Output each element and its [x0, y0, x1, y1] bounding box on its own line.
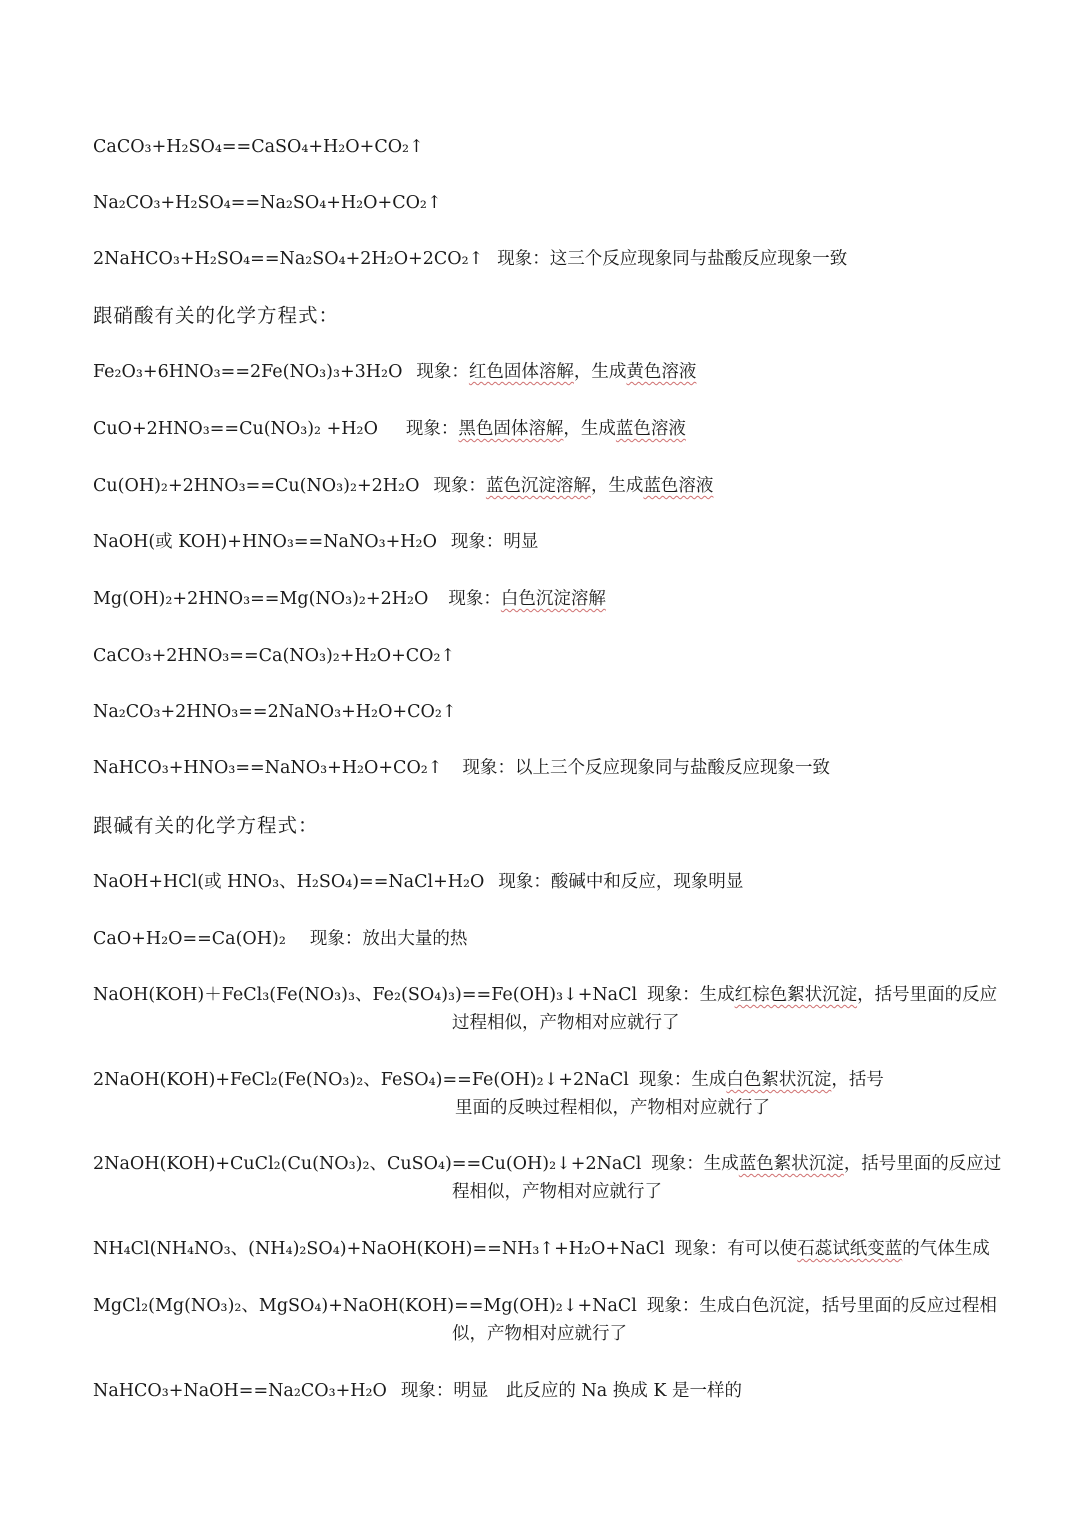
equation: 2NaHCO₃+H₂SO₄==Na₂SO₄+2H₂O+2CO₂↑: [93, 249, 484, 269]
equation-line: [93, 754, 1040, 782]
observation-highlight: 红色固体溶解: [468, 362, 574, 382]
observation-highlight: 红棕色絮状沉淀: [734, 985, 858, 1005]
observation-label: 现象：: [405, 419, 459, 439]
observation: 现象：这三个反应现象同与盐酸反应现象一致: [497, 249, 848, 269]
equation-line: [93, 925, 1040, 953]
equation-line: [93, 358, 1040, 386]
observation-text: ，括号里面的反应: [857, 985, 998, 1005]
equation-line: [93, 585, 1040, 613]
equation: Fe₂O₃+6HNO₃==2Fe(NO₃)₃+3H₂O: [93, 362, 403, 382]
equation: CaO+H₂O==Ca(OH)₂: [93, 929, 286, 949]
observation-text: ，括号: [831, 1070, 884, 1090]
equation-line: [93, 981, 1040, 1037]
equation: 2NaOH(KOH)+CuCl₂(Cu(NO₃)₂、CuSO₄)==Cu(OH)₂↓+2NaCl: [93, 1154, 642, 1174]
observation-highlight: 白色絮状沉淀: [726, 1070, 832, 1090]
observation-highlight: 黑色固体溶解: [458, 419, 564, 439]
observation-text: ，括号里面的反应过: [843, 1154, 1002, 1174]
equation-line: [93, 1066, 1040, 1122]
equation-line: [93, 1377, 1040, 1405]
observation-highlight: 蓝色絮状沉淀: [738, 1154, 844, 1174]
equation-line: [93, 698, 1040, 726]
equation: NaOH(或 KOH)+HNO₃==NaNO₃+H₂O: [93, 532, 437, 552]
observation: 现象：明显: [450, 532, 539, 552]
equation: NaHCO₃+NaOH==Na₂CO₃+H₂O: [93, 1381, 387, 1401]
equation: NaOH(KOH)＋FeCl₃(Fe(NO₃)₃、Fe₂(SO₄)₃)==Fe(OH)₃↓+NaCl: [93, 985, 638, 1005]
observation-label: 现象：: [433, 476, 486, 496]
observation-label: 现象：: [416, 362, 469, 382]
observation-highlight: 白色沉淀溶解: [500, 589, 606, 609]
equation-line: [93, 642, 1040, 670]
observation-continuation: 程相似，产物相对应就行了: [452, 1182, 662, 1202]
observation-continuation: 里面的反映过程相似，产物相对应就行了: [455, 1098, 770, 1118]
observation-label: 现象：生成: [638, 1070, 727, 1090]
equation: NaOH+HCl(或 HNO₃、H₂SO₄)==NaCl+H₂O: [93, 872, 485, 892]
equation: CaCO₃+2HNO₃==Ca(NO₃)₂+H₂O+CO₂↑: [93, 646, 456, 666]
observation-text: ，生成: [573, 362, 627, 382]
equation-line: [93, 1235, 1040, 1263]
observation-highlight: 蓝色沉淀溶解: [485, 476, 591, 496]
equation-line: [93, 415, 1040, 443]
equation-line: [93, 472, 1040, 500]
observation-highlight: 蓝色溶液: [643, 476, 714, 496]
observation: 现象：明显 此反应的 Na 换成 K 是一样的: [400, 1381, 742, 1401]
observation-label: 现象：有可以使: [674, 1239, 798, 1259]
equation-line: [93, 245, 1040, 273]
observation-label: 现象：: [448, 589, 501, 609]
equation-line: [93, 133, 1040, 161]
observation: 现象：以上三个反应现象同与盐酸反应现象一致: [462, 758, 830, 778]
observation-text: 的气体生成: [902, 1239, 990, 1259]
observation-highlight: 石蕊试纸变蓝: [797, 1239, 903, 1259]
observation-continuation: 过程相似，产物相对应就行了: [452, 1013, 680, 1033]
observation-highlight: 蓝色溶液: [615, 419, 686, 439]
equation-line: [93, 189, 1040, 217]
equation-line: [93, 528, 1040, 556]
equation: CuO+2HNO₃==Cu(NO₃)₂ +H₂O: [93, 419, 378, 439]
equation: Mg(OH)₂+2HNO₃==Mg(NO₃)₂+2H₂O: [93, 589, 429, 609]
equation: NaHCO₃+HNO₃==NaNO₃+H₂O+CO₂↑: [93, 758, 443, 778]
equation-line: [93, 868, 1040, 896]
equation: MgCl₂(Mg(NO₃)₂、MgSO₄)+NaOH(KOH)==Mg(OH)₂↓+NaCl: [93, 1296, 637, 1316]
equation: Cu(OH)₂+2HNO₃==Cu(NO₃)₂+2H₂O: [93, 476, 420, 496]
equation: Na₂CO₃+H₂SO₄==Na₂SO₄+H₂O+CO₂↑: [93, 193, 442, 213]
equation: CaCO₃+H₂SO₄==CaSO₄+H₂O+CO₂↑: [93, 137, 424, 157]
observation-text: ，生成: [590, 476, 644, 496]
observation-text: ，生成: [563, 419, 616, 439]
observation: 现象：酸碱中和反应，现象明显: [498, 872, 744, 892]
observation: 现象：放出大量的热: [309, 929, 468, 949]
equation: Na₂CO₃+2HNO₃==2NaNO₃+H₂O+CO₂↑: [93, 702, 457, 722]
section-heading-base: 跟碱有关的化学方程式：: [93, 814, 319, 837]
observation-highlight: 黄色溶液: [626, 362, 697, 382]
equation: NH₄Cl(NH₄NO₃、(NH₄)₂SO₄)+NaOH(KOH)==NH₃↑+H₂O+NaCl: [93, 1239, 665, 1259]
equation-line: [93, 1292, 1040, 1348]
observation-label: 现象：生成: [647, 985, 735, 1005]
observation-label: 现象：生成: [651, 1154, 739, 1174]
equation: 2NaOH(KOH)+FeCl₂(Fe(NO₃)₂、FeSO₄)==Fe(OH)₂↓+2NaCl: [93, 1070, 629, 1090]
observation: 现象：生成白色沉淀，括号里面的反应过程相: [646, 1296, 997, 1316]
section-heading-nitric-acid: 跟硝酸有关的化学方程式：: [93, 304, 340, 327]
observation-continuation: 似，产物相对应就行了: [452, 1324, 627, 1344]
equation-line: [93, 1150, 1040, 1206]
